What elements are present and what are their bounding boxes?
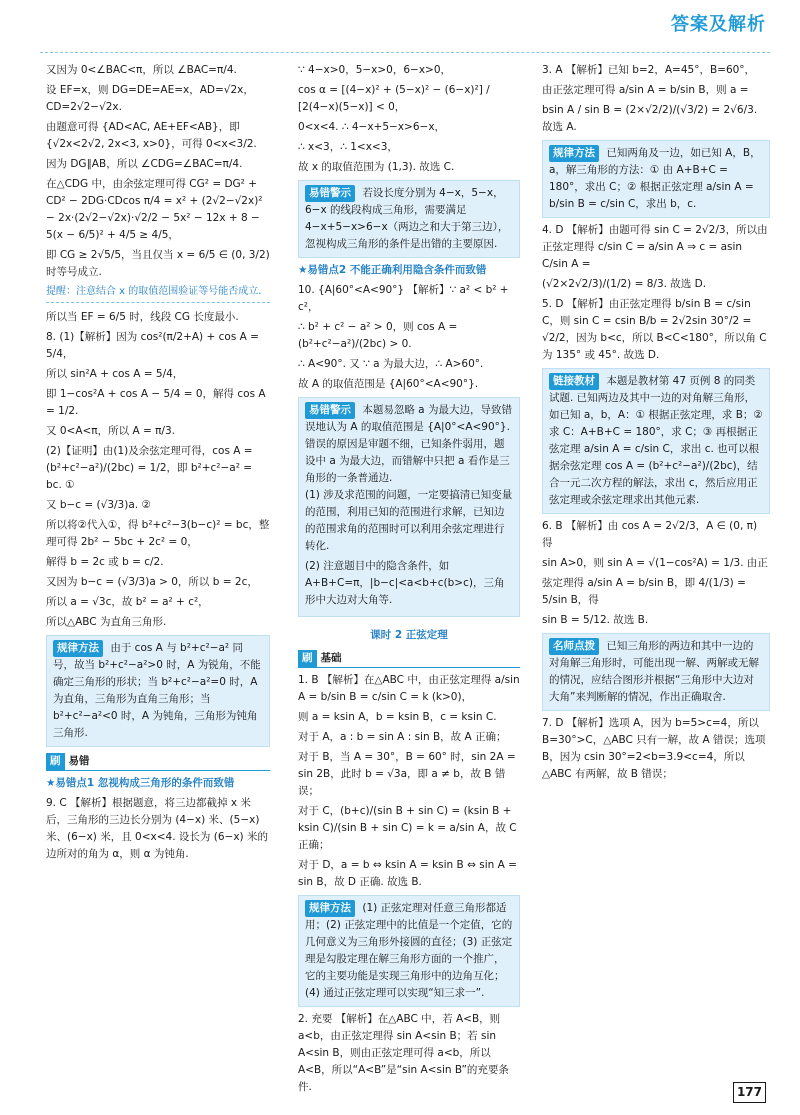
warning-text: 若设长度分别为 4−x，5−x，6−x 的线段构成三角形，需要满足 4−x+5−x>6−x（两边之和大于第三边），忽视构成三角形的条件是出错的主要原因.	[305, 187, 509, 250]
error-point-title: ★易错点1 忽视构成三角形的条件而致错	[46, 777, 235, 790]
q9-text: 9. C 【解析】根据题意，将三边都截掉 x 米后，三角形的三边长分别为 (4−x) 米、(5−x) 米、(6−x) 米，且 0<x<4. 设长为 (6−x) 米的边所对的角为 α，则 α 为钝角.	[46, 797, 268, 861]
q8-line: 所以 sin²A + cos A = 5/4，	[46, 368, 184, 381]
method-box	[298, 895, 520, 1007]
q8-line: 又 0<A<π，所以 A = π/3.	[46, 425, 175, 438]
q8-line: (2)【证明】由(1)及余弦定理可得，cos A = (b²+c²−a²)/(2bc) = 1/2，即 b²+c²−a² = bc. ①	[46, 445, 253, 492]
note-text: 已知三角形的两边和其中一边的对角解三角形时，可能出现一解、两解或无解的情况，应结合图形并根据“三角形中大边对大角”来判断解的情况，作出正确取舍.	[549, 640, 759, 703]
text-line: 设 EF=x，则 DG=DE=AE=x，AD=√2x，CD=2√2−√2x.	[46, 84, 254, 113]
q1-line: 对于 D，a = b ⇔ ksin A = ksin B ⇔ sin A = sin B，故 D 正确. 故选 B.	[298, 859, 517, 888]
q8-line: 所以将②代入①，得 b²+c²−3(b−c)² = bc，整理可得 2b² − 5bc + 2c² = 0，	[46, 519, 270, 549]
warning-tag: 易错警示	[305, 402, 355, 419]
text-line: 由题意可得 {AD<AC, AE+EF<AB}，即 {√2x<2√2, 2x<3, x>0}，可得 0<x<3/2.	[46, 121, 257, 150]
method-text: (1) 正弦定理对任意三角形都适用；(2) 正弦定理中的比值是一个定值，它的几何意义为三角形外接圆的直径；(3) 正弦定理是勾股定理在解三角形方面的一个推广，它的主要功能是实现三角形中的边角互化；(4) 通过正弦定理可以实现“知三求一”.	[305, 902, 513, 999]
column-left	[46, 62, 270, 866]
tip-note: 提醒：注意结合 x 的取值范围验证等号能否成立.	[46, 284, 270, 303]
section-badge: 刷	[46, 753, 65, 770]
text-line: 所以当 EF = 6/5 时，线段 CG 长度最小.	[46, 311, 239, 324]
error-point-title: ★易错点2 不能正确利用隐含条件而致错	[298, 264, 487, 276]
link-tag: 链接教材	[549, 373, 599, 390]
page-number: 177	[733, 1082, 766, 1103]
warning-more: (1) 涉及求范围的问题，一定要搞清已知变量的范围，利用已知的范围进行求解，已知边的范围求角的范围时可以利用余弦定理进行转化.	[305, 489, 513, 552]
teacher-note-box	[542, 633, 770, 711]
lesson-title: 课时 2 正弦定理	[370, 629, 448, 641]
q8-line: 解得 b = 2c 或 b = c/2.	[46, 556, 164, 569]
q8-line: 所以△ABC 为直角三角形.	[46, 616, 167, 629]
section-label: 易错	[68, 755, 90, 768]
warning-more: (2) 注意题目中的隐含条件，如 A+B+C=π，|b−c|<a<b+c(b>c)，三角形中大边对大角等.	[305, 560, 505, 606]
text-line: cos α = [(4−x)² + (5−x)² − (6−x)²] / [2(4−x)(5−x)] < 0，	[298, 84, 490, 113]
q10-line: 故 A 的取值范围是 {A|60°<A<90°}.	[298, 378, 479, 390]
q1-line: 1. B 【解析】在△ABC 中，由正弦定理得 a/sin A = b/sin B = c/sin C = k (k>0)，	[298, 674, 520, 703]
q4-line: (√2×2√2/3)/(1/2) = 8/3. 故选 D.	[542, 278, 707, 290]
q10-line: ∴ b² + c² − a² > 0，则 cos A = (b²+c²−a²)/(2bc) > 0.	[298, 321, 458, 350]
warning-tag: 易错警示	[305, 185, 355, 202]
warning-box	[298, 397, 520, 617]
q5-text: 5. D 【解析】由正弦定理得 b/sin B = c/sin C，则 sin C = csin B/b = 2√2sin 30°/2 = √2/2，因为 b<c，所以 B<C<180°，所以角 C 为 135° 或 45°. 故选 D.	[542, 298, 767, 361]
method-box	[46, 635, 270, 747]
section-header-errors	[46, 753, 270, 771]
text-line: 因为 DG∥AB，所以 ∠CDG=∠BAC=π/4.	[46, 158, 243, 170]
section-header-basics	[298, 650, 520, 668]
q2-text: 2. 充要 【解析】在△ABC 中，若 A<B，则 a<b，由正弦定理得 sin A<sin B；若 sin A<sin B，则由正弦定理可得 a<b，所以 A<B，所以“A<B”是“sin A<sin B”的充要条件.	[298, 1013, 509, 1093]
q4-line: 4. D 【解析】由题可得 sin C = 2√2/3，所以由正弦定理得 c/sin C = a/sin A ⇒ c = asin C/sin A =	[542, 224, 768, 270]
textbook-link-box	[542, 368, 770, 514]
column-right	[542, 62, 770, 786]
column-middle	[298, 62, 520, 1099]
section-label: 基础	[320, 652, 342, 664]
q7-text: 7. D 【解析】选项 A，因为 b=5>c=4，所以 B=30°>C，△ABC 只有一解，故 A 错误；选项 B，因为 csin 30°=2<b=3.9<c=4，所以△ABC 有两解，故 B 错误；	[542, 717, 766, 780]
q1-line: 对于 B，当 A = 30°，B = 60° 时，sin 2A = sin 2B，此时 b = √3a，即 a ≠ b，故 B 错误；	[298, 751, 516, 797]
warning-text: 本题易忽略 a 为最大边，导致错误地认为 A 的取值范围是 {A|0°<A<90°}. 错误的原因是审题不细，已知条件弱用，题设中 a 为最大边，而错解中只把 a 看作是三角形的一条普通边.	[305, 404, 512, 484]
text-line: 在△CDG 中，由余弦定理可得 CG² = DG² + CD² − 2DG·CDcos π/4 = x² + (2√2−√2x)² − 2x·(2√2−√2x)·√2/2 − 5x² − 12x + 8 − 5(x − 6/5)² + 4/5 ≥ 4/5，	[46, 178, 263, 241]
q6-line: 弦定理得 a/sin A = b/sin B，即 4/(1/3) = 5/sin B，得	[542, 577, 746, 606]
q8-line: 即 1−cos²A + cos A − 5/4 = 0，解得 cos A = 1/2.	[46, 388, 266, 418]
text-line: 故 x 的取值范围为 (1,3). 故选 C.	[298, 161, 455, 173]
q8-line: 所以 a = √3c，故 b² = a² + c²，	[46, 596, 209, 609]
warning-box	[298, 180, 520, 258]
q3-line: 3. A 【解析】已知 b=2，A=45°，B=60°，	[542, 64, 756, 76]
q8-line: 8. (1)【解析】因为 cos²(π/2+A) + cos A = 5/4，	[46, 331, 259, 361]
method-text: 已知两角及一边，如已知 A，B，a，解三角形的方法：① 由 A+B+C = 180°，求出 C；② 根据正弦定理 a/sin A = b/sin B = c/sin C，求出 b，c.	[549, 147, 761, 210]
header-divider	[40, 52, 770, 53]
page-header-title: 答案及解析	[671, 14, 766, 35]
method-tag: 规律方法	[305, 900, 355, 917]
text-line: 又因为 0<∠BAC<π，所以 ∠BAC=π/4.	[46, 64, 237, 76]
q6-line: sin A>0，则 sin A = √(1−cos²A) = 1/3. 由正	[542, 557, 768, 569]
text-line: ∴ x<3，∴ 1<x<3，	[298, 141, 398, 153]
method-tag: 规律方法	[549, 145, 599, 162]
q3-line: 由正弦定理可得 a/sin A = b/sin B，则 a =	[542, 84, 749, 96]
q8-line: 又因为 b−c = (√3/3)a > 0，所以 b = 2c，	[46, 576, 258, 589]
text-line: ∵ 4−x>0，5−x>0，6−x>0，	[298, 64, 452, 76]
link-text: 本题是教材第 47 页例 8 的同类试题. 已知两边及其中一边的对角解三角形，如已知 a，b，A：① 根据正弦定理，求 B；② 求 C：A+B+C = 180°，求 C；③ 再根据正弦定理 a/sin A = c/sin C，求出 c. 也可以根据余弦定理 cos A = (b²+c²−a²)/(2bc)，结合一元二次方程的解法，求出 c，然后应用正弦定理或余弦定理求出其他元素.	[549, 375, 763, 506]
q8-line: 又 b−c = (√3/3)a. ②	[46, 499, 151, 512]
text-line: 0<x<4. ∴ 4−x+5−x>6−x，	[298, 121, 446, 133]
q1-line: 则 a = ksin A，b = ksin B，c = ksin C.	[298, 711, 497, 723]
method-box	[542, 140, 770, 218]
q1-line: 对于 C，(b+c)/(sin B + sin C) = (ksin B + ksin C)/(sin B + sin C) = k = a/sin A，故 C 正确；	[298, 805, 517, 851]
note-tag: 名师点拨	[549, 638, 599, 655]
section-badge: 刷	[298, 650, 317, 667]
text-line: 即 CG ≥ 2√5/5，当且仅当 x = 6/5 ∈ (0, 3/2) 时等号成立.	[46, 249, 270, 278]
q10-line: 10. {A|60°<A<90°} 【解析】∵ a² < b² + c²，	[298, 284, 509, 313]
q6-line: 6. B 【解析】由 cos A = 2√2/3，A ∈ (0, π) 得	[542, 520, 758, 549]
method-tag: 规律方法	[53, 640, 103, 657]
q3-line: bsin A / sin B = (2×√2/2)/(√3/2) = 2√6/3. 故选 A.	[542, 104, 758, 133]
q10-line: ∴ A<90°. 又 ∵ a 为最大边，∴ A>60°.	[298, 358, 484, 370]
method-text: 由于 cos A 与 b²+c²−a² 同号，故当 b²+c²−a²>0 时，A 为锐角，不能确定三角形的形状；当 b²+c²−a²=0 时，A 为直角，三角形为直角三角形；当 b²+c²−a²<0 时，A 为钝角，三角形为钝角三角形.	[53, 642, 261, 740]
q6-line: sin B = 5/12. 故选 B.	[542, 614, 649, 626]
q1-line: 对于 A，a : b = sin A : sin B，故 A 正确；	[298, 731, 507, 743]
